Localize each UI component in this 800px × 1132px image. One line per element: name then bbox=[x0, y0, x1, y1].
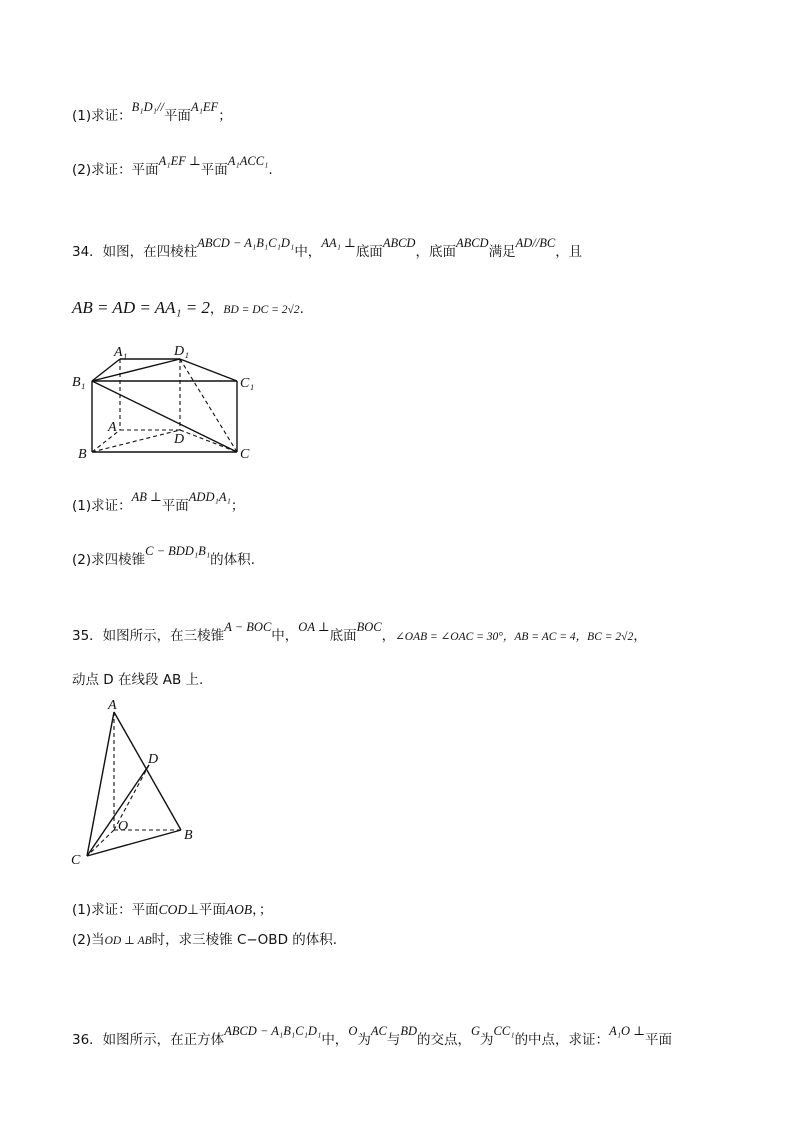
q35-text4: ， bbox=[633, 628, 647, 644]
q35-text3: ， bbox=[381, 628, 396, 644]
label-D: D bbox=[174, 432, 185, 447]
q34-text2: 底面 bbox=[355, 244, 383, 260]
q35-p1-math2: AOB bbox=[225, 902, 253, 917]
label-A: A bbox=[108, 420, 117, 435]
label-A: A bbox=[108, 698, 117, 713]
q36-math4: BD bbox=[400, 1024, 417, 1038]
q35-statement bbox=[72, 620, 647, 647]
q35-condition bbox=[72, 670, 203, 690]
q33-p2-prefix: (2)求证：平面 bbox=[72, 162, 159, 178]
q35-p1-prefix: (1)求证：平面 bbox=[72, 902, 159, 918]
q33-p1-math1: B₁D₁// bbox=[131, 100, 164, 114]
label-B: B bbox=[78, 447, 87, 462]
q35-figure-pyramid bbox=[68, 694, 208, 866]
q36-math2: O bbox=[348, 1024, 358, 1038]
q36-number: 36．如图所示，在正方体 bbox=[72, 1032, 225, 1048]
q34-cond-text1: ， bbox=[209, 301, 224, 317]
q35-math2: OA ⊥ bbox=[298, 620, 330, 634]
label-D1: D₁ bbox=[174, 344, 189, 359]
q34-number: 34．如图，在四棱柱 bbox=[72, 244, 198, 260]
q33-part2 bbox=[72, 154, 273, 180]
q34-part1 bbox=[72, 490, 245, 516]
q34-part2 bbox=[72, 544, 255, 570]
q35-p2-math1: OD ⊥ AB bbox=[104, 935, 152, 947]
q34-text5: ，且 bbox=[555, 244, 583, 260]
label-B1: B₁ bbox=[72, 375, 86, 390]
q34-cond-text2: . bbox=[299, 301, 304, 317]
q35-condition-text: 动点 D 在线段 AB 上. bbox=[72, 672, 204, 688]
q34-p2-math1: C − BDD₁B₁ bbox=[145, 544, 211, 558]
label-B: B bbox=[184, 828, 193, 843]
q34-p1-suffix: ； bbox=[230, 498, 245, 514]
q36-math6: CC₁ bbox=[493, 1024, 515, 1038]
q34-math1: ABCD − A₁B₁C₁D₁ bbox=[197, 236, 295, 250]
q33-p2-math1: A₁EF ⊥ bbox=[158, 154, 201, 168]
q34-math3: ABCD bbox=[382, 236, 416, 250]
q35-text2: 底面 bbox=[329, 628, 357, 644]
label-D: D bbox=[148, 752, 159, 767]
q34-p1-math1: AB ⊥ bbox=[131, 490, 162, 504]
q34-text1: 中， bbox=[294, 244, 322, 260]
q34-math5: AD//BC bbox=[515, 236, 556, 250]
q36-text1: 中， bbox=[321, 1032, 349, 1048]
q36-text5: 为 bbox=[480, 1032, 494, 1048]
q35-p1-text1: ⊥平面 bbox=[187, 902, 226, 918]
q36-text6: 的中点，求证： bbox=[514, 1032, 610, 1048]
q35-p1-math1: COD bbox=[158, 902, 188, 917]
q36-text4: 的交点， bbox=[417, 1032, 471, 1048]
q36-math3: AC bbox=[370, 1024, 387, 1038]
label-C: C bbox=[240, 447, 250, 462]
q33-p1-text1: 平面 bbox=[163, 108, 191, 124]
q34-conditions bbox=[72, 298, 304, 320]
q36-math5: G bbox=[471, 1024, 481, 1038]
q35-text1: 中， bbox=[271, 628, 299, 644]
q34-statement bbox=[72, 236, 583, 262]
q35-math4: ∠OAB = ∠OAC = 30°，AB = AC = 4，BC = 2√2 bbox=[395, 631, 634, 643]
q33-p2-text1: 平面 bbox=[200, 162, 228, 178]
q33-p1-prefix: (1)求证： bbox=[72, 108, 132, 124]
label-O: O bbox=[118, 819, 129, 834]
q34-cond-math1: AB = AD = AA₁ = 2 bbox=[72, 298, 210, 317]
q35-p2-prefix: (2)当 bbox=[72, 932, 105, 948]
q33-p2-math2: A₁ACC₁ bbox=[227, 154, 269, 168]
q36-text7: 平面 bbox=[644, 1032, 672, 1048]
q35-p2-suffix: 时，求三棱锥 C−OBD 的体积. bbox=[151, 932, 338, 948]
q34-p2-prefix: (2)求四棱锥 bbox=[72, 552, 146, 568]
label-A1: A₁ bbox=[114, 345, 128, 360]
q34-p1-math2: ADD₁A₁ bbox=[188, 490, 231, 504]
q33-p1-suffix: ； bbox=[218, 108, 232, 124]
q34-text4: 满足 bbox=[488, 244, 516, 260]
q36-text3: 与 bbox=[386, 1032, 401, 1048]
q35-part2 bbox=[72, 930, 337, 951]
q33-p2-suffix: . bbox=[268, 162, 273, 178]
q35-number: 35．如图所示，在三棱锥 bbox=[72, 628, 225, 644]
q34-math4: ABCD bbox=[455, 236, 489, 250]
q34-math2: AA₁ ⊥ bbox=[321, 236, 356, 250]
q35-p1-suffix: ，； bbox=[252, 902, 273, 918]
q35-math1: A − BOC bbox=[224, 620, 272, 634]
q36-text2: 为 bbox=[357, 1032, 371, 1048]
q33-part1 bbox=[72, 100, 232, 126]
q35-part1 bbox=[72, 900, 272, 920]
q34-text3: ，底面 bbox=[415, 244, 456, 260]
q34-p1-prefix: (1)求证： bbox=[72, 498, 132, 514]
q36-math1: ABCD − A₁B₁C₁D₁ bbox=[224, 1024, 322, 1038]
q33-p1-math2: A₁EF bbox=[190, 100, 219, 114]
q35-math3: BOC bbox=[356, 620, 382, 634]
q34-cond-math2: BD = DC = 2√2 bbox=[223, 304, 300, 316]
q36-math7: A₁O ⊥ bbox=[609, 1024, 645, 1038]
q34-p2-suffix: 的体积. bbox=[210, 552, 255, 568]
label-C: C bbox=[71, 853, 81, 866]
q34-figure-prism bbox=[70, 336, 270, 466]
q36-statement bbox=[72, 1024, 672, 1050]
label-C1: C₁ bbox=[240, 376, 255, 391]
q34-p1-text1: 平面 bbox=[161, 498, 189, 514]
